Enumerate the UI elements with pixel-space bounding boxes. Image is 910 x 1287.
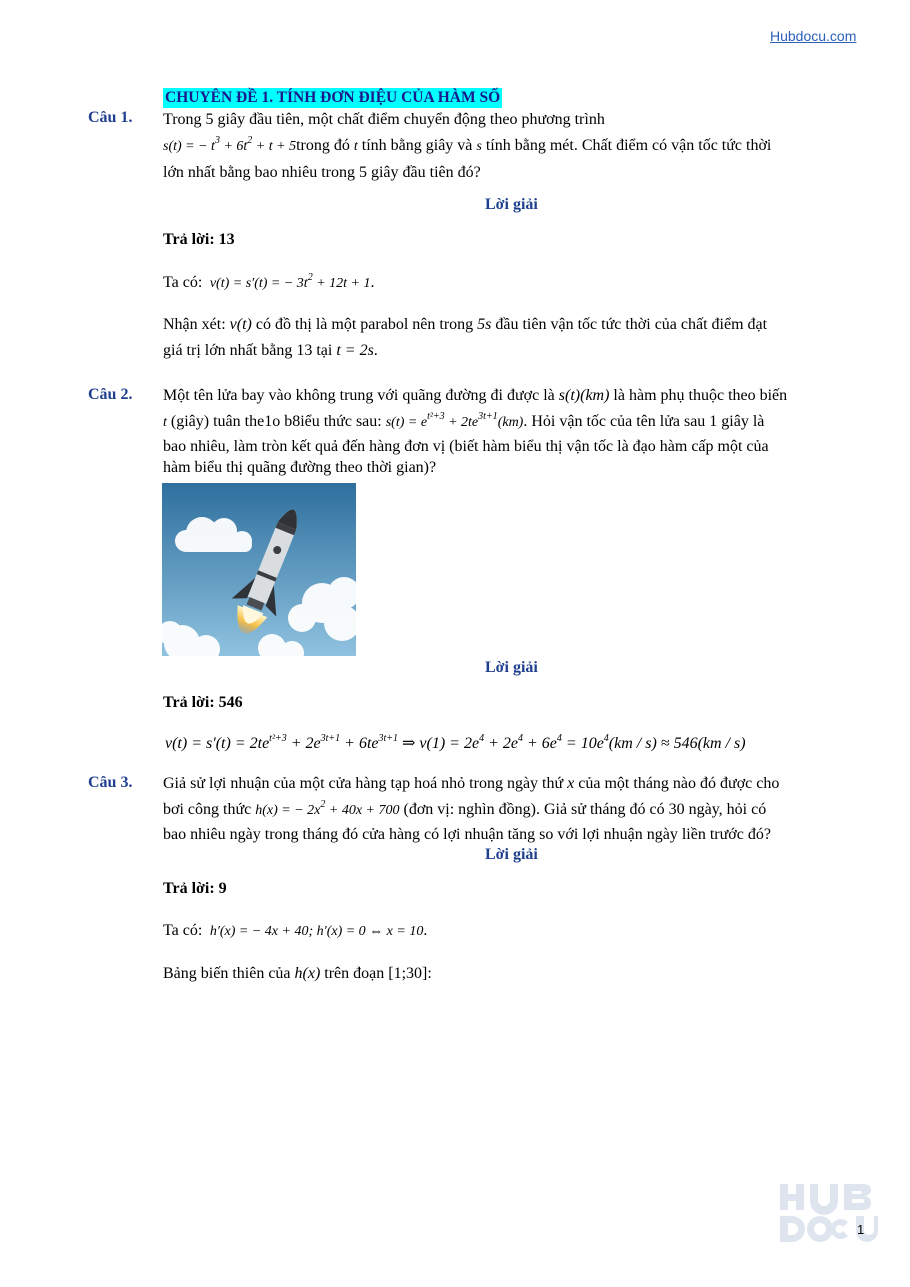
interval: [1;30] xyxy=(388,965,428,982)
question-2-text xyxy=(163,383,866,436)
question-2-text-cont xyxy=(163,436,866,478)
taco-label: Ta có: xyxy=(163,274,203,291)
q1-remark: Nhận xét: v(t) có đồ thị là một parabol nên trong 5s đầu tiên vận tốc tức thời của chất điểm đạt giá trị lớn nhất bằng 13 tại t = 2s. xyxy=(163,316,768,359)
q2-text: là hàm phụ thuộc theo biến xyxy=(613,387,788,404)
max-value: 13 xyxy=(296,342,313,359)
q3-variation-table-intro xyxy=(163,961,432,987)
q1-line3: lớn nhất bằng bao nhiêu trong 5 giây đầu tiên đó? xyxy=(163,164,481,181)
question-3-label: Câu 3. xyxy=(88,774,133,791)
chapter-title: CHUYÊN ĐỀ 1. TÍNH ĐƠN ĐIỆU CỦA HÀM SỐ xyxy=(165,89,501,106)
q3-text: bơi công thức xyxy=(163,801,252,818)
q1-formula-s: s(t) = − $t^3 + 6t^2 + t + 5$ xyxy=(163,135,297,154)
q2-s-km: s(t)(km) xyxy=(558,387,610,404)
q3-text: trên đoạn xyxy=(324,965,385,982)
v-of-t: v(t) xyxy=(229,316,252,333)
question-1-text xyxy=(163,107,866,186)
question-3-text-cont xyxy=(163,824,866,845)
q3-derivative: Ta có: h′(x) = − 4x + 40; h′(x) = 0 ⇔ x = 10. xyxy=(163,922,428,939)
q2-text: (giây) tuân the1o b8iểu thức sau: xyxy=(170,413,382,430)
question-2-label: Câu 2. xyxy=(88,386,133,403)
solution-heading-3: Lời giải xyxy=(485,846,538,863)
var-t: t xyxy=(163,415,167,430)
remark-label: Nhận xét: xyxy=(163,316,226,333)
q2-formula-s: $s(t) = e^{t^2+3} + 2te^{3t+1}(km)$ xyxy=(385,411,524,430)
answer-2: Trả lời: 546 xyxy=(163,694,243,711)
q1-eq-v: v(t) = s′(t) = − $3t^2 + 12t + 1$ xyxy=(206,272,371,291)
q3-formula-h: h(x) = − $2x^2 + 40x + 700$ xyxy=(255,799,400,818)
h-of-x: h(x) xyxy=(294,965,321,982)
q2-solution-equation: $v(t) = s'(t) = 2te^{t^2+3} + 2e^{3t+1} + 6te^{3t+1}$ ⇒ $v(1) = 2e^4 + 2e^4 + 6e^4 = 10e^4(km / s) \approx 546(km / s)$ xyxy=(165,733,746,752)
q3-text: bao nhiêu ngày trong tháng đó cửa hàng có lợi nhuận tăng so với lợi nhuận ngày liền trước đó? xyxy=(163,826,771,843)
q2-text: hàm biểu thị quãng đường theo thời gian)? xyxy=(163,459,437,476)
q3-text: Bảng biến thiên của xyxy=(163,965,291,982)
answer-3: Trả lời: 9 xyxy=(163,880,227,897)
rocket-image xyxy=(162,483,356,656)
solution-heading-1: Lời giải xyxy=(485,196,538,213)
t-equals-2s: t = 2s xyxy=(336,342,374,359)
q3-text: : xyxy=(427,965,432,982)
q1-text: tính bằng giây và xyxy=(361,137,473,154)
solution-heading-2: Lời giải xyxy=(485,659,538,676)
question-1-label: Câu 1. xyxy=(88,109,133,126)
question-3-text xyxy=(163,771,866,824)
q1-derivative: Ta có: v(t) = s′(t) = − $3t^2 + 12t + 1$. xyxy=(163,272,375,291)
var-x: x xyxy=(567,775,575,792)
q3-eq-h: h′(x) = − 4x + 40; h′(x) = 0 ⇔ x = 10 xyxy=(206,924,424,939)
q1-text: tính bằng mét. Chất điểm có vận tốc tức thời xyxy=(485,137,772,154)
answer-1: Trả lời: 13 xyxy=(163,231,235,248)
five-s: 5s xyxy=(477,316,492,333)
q1-text: đầu tiên vận tốc tức thời của chất điểm đạt xyxy=(495,316,768,333)
q1-text: tại xyxy=(316,342,333,359)
q1-text: giá trị lớn nhất bằng xyxy=(163,342,293,359)
q1-text: trong đó xyxy=(296,137,350,154)
q1-text: có đồ thị là một parabol nên trong xyxy=(255,316,474,333)
hubdocu-link[interactable]: Hubdocu.com xyxy=(770,28,857,44)
q1-line1: Trong 5 giây đầu tiên, một chất điểm chuyển động theo phương trình xyxy=(163,111,605,128)
q3-text: của một tháng nào đó được cho xyxy=(578,775,780,792)
q2-text: . Hỏi vận tốc của tên lửa sau 1 giây là xyxy=(523,413,765,430)
var-t: t xyxy=(353,139,358,154)
hubdocu-watermark-logo xyxy=(778,1180,878,1250)
q2-text: Một tên lửa bay vào không trung với quãng đường đi được là xyxy=(163,387,555,404)
taco-label: Ta có: xyxy=(163,922,203,939)
var-s: s xyxy=(476,139,482,154)
q2-text: bao nhiêu, làm tròn kết quả đến hàng đơn vị (biết hàm biểu thị vận tốc là đạo hàm cấp một của xyxy=(163,438,769,455)
q3-text: Giả sử lợi nhuận của một cửa hàng tạp hoá nhỏ trong ngày thứ xyxy=(163,775,564,792)
page-number: 1 xyxy=(857,1222,865,1237)
q3-text: (đơn vị: nghìn đồng). Giả sử tháng đó có 30 ngày, hỏi có xyxy=(403,801,767,818)
